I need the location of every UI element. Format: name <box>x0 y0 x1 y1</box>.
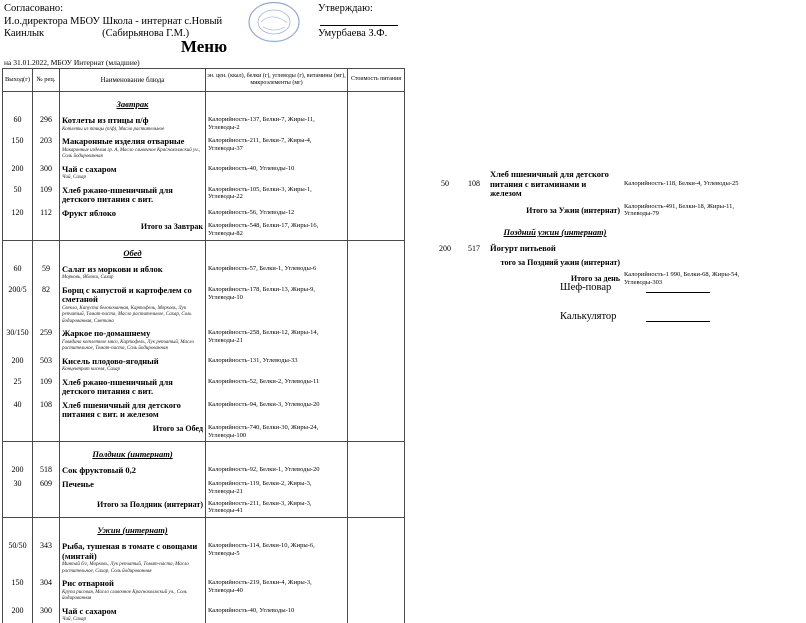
recipe-number-cell: 300 <box>33 163 60 184</box>
dish-name: Хлеб пшеничный для детского питания с вит. и железом <box>62 399 181 420</box>
meal-section-label: Полдник (интернат) <box>92 449 173 460</box>
portion-cell <box>3 518 33 540</box>
calculator-signature-row <box>560 309 710 322</box>
meal-section-label: Завтрак <box>116 99 149 109</box>
cost-cell <box>348 376 405 399</box>
portion-cell <box>3 422 33 442</box>
ingredients-note: Чай, Сахар <box>62 175 86 181</box>
recipe-number-cell <box>460 277 488 281</box>
portion-cell: 200 <box>3 464 33 478</box>
dish-name-cell <box>488 242 622 256</box>
dish-name: Кисель плодово-ягодный <box>62 355 159 366</box>
ingredients-note: Макаронные изделия гр. А, Масло сливочное Краснохолмский уч., Соль йодированная <box>62 147 201 160</box>
recipe-number-cell <box>33 220 60 240</box>
menu-table-body <box>2 92 405 623</box>
portion-cell: 200 <box>439 243 451 253</box>
nutrition-cell: Калорийность-52, Белки-2, Углеводы-11 <box>206 376 348 399</box>
nutrition-cell: Калорийность-548, Белки-17, Жиры-16, Углеводы-82 <box>206 220 348 240</box>
dish-name: Хлеб ржано-пшеничный для детского питания с вит. <box>62 184 173 205</box>
dish-name: Рыба, тушеная в томате с овощами (минтай) <box>62 541 198 561</box>
nutrition-cell: Калорийность-178, Белки-13, Жиры-9, Углеводы-10 <box>206 284 348 328</box>
recipe-number-cell <box>460 229 488 233</box>
dish-name-cell <box>60 355 206 376</box>
portion-cell <box>3 241 33 263</box>
meal-section-label: Ужин (интернат) <box>97 525 168 536</box>
dish-name-cell <box>488 168 622 201</box>
ingredients-note: Свекла, Капуста белокочанная, Картофель, Морковь, Лук репчатый, Томат-паста, Масло растительное, Сахар, Соль йодированная, Сметана <box>62 305 192 324</box>
portion-cell: 40 <box>3 399 33 422</box>
nutrition-cell <box>622 260 762 264</box>
meal-section-row <box>2 241 405 263</box>
portion-cell <box>3 220 33 240</box>
cost-cell <box>348 163 405 184</box>
recipe-number-cell: 304 <box>33 577 60 605</box>
dish-name-cell <box>60 540 206 577</box>
recipe-number-cell: 609 <box>33 478 60 498</box>
total-row <box>430 256 770 269</box>
table-header-row <box>2 68 405 92</box>
recipe-number-cell: 112 <box>33 207 60 221</box>
cost-cell <box>348 114 405 135</box>
calculator-signature-line <box>646 309 710 322</box>
total-row <box>430 201 770 221</box>
total-label: Итого за Обед <box>60 422 206 442</box>
cost-cell <box>348 241 405 263</box>
nutrition-cell: Калорийность-118, Белки-4, Углеводы-25 <box>624 180 739 188</box>
dish-name: Макаронные изделия отварные <box>62 136 185 147</box>
signatures-block <box>560 280 710 338</box>
dish-name: Жаркое по-домашнему <box>62 328 151 339</box>
nutrition-cell: Калорийность-131, Углеводы-33 <box>206 355 348 376</box>
nutrition-cell: Калорийность-137, Белки-7, Жиры-11, Углеводы-2 <box>206 114 348 135</box>
calculator-label: Калькулятор <box>560 311 617 322</box>
nutrition-cell: Калорийность-211, Белки-3, Жиры-3, Углеводы-41 <box>206 498 348 518</box>
agreement-title: Согласовано: <box>4 3 64 14</box>
col-header-dish: Наименование блюда <box>60 69 206 91</box>
cost-cell <box>348 464 405 478</box>
dish-name: Чай с сахаром <box>62 605 117 616</box>
menu-item-row <box>2 184 405 207</box>
agreement-signer: (Сабирьянова Г.М.) <box>102 28 190 40</box>
total-label: Итого за Полдник (интернат) <box>60 498 206 518</box>
dish-name-cell <box>60 605 206 623</box>
recipe-number-cell <box>460 208 488 212</box>
dish-name: Рис отварной <box>62 578 114 589</box>
dish-name-cell <box>488 220 622 242</box>
dish-name: Хлеб пшеничный для детского питания с витаминами и железом <box>490 169 609 199</box>
menu-table-continuation-body <box>430 168 770 288</box>
menu-item-row <box>430 242 770 256</box>
menu-item-row <box>2 263 405 284</box>
dish-name-cell <box>60 399 206 422</box>
dish-name-cell <box>60 92 206 114</box>
cost-cell <box>348 478 405 498</box>
dish-name-cell <box>60 114 206 135</box>
ingredients-note: Концентрат киселя, Сахар <box>62 367 121 373</box>
nutrition-cell: Калорийность-740, Белки-30, Жиры-24, Углеводы-100 <box>206 422 348 442</box>
portion-cell: 50/50 <box>3 540 33 577</box>
portion-cell: 60 <box>3 263 33 284</box>
menu-item-row <box>2 207 405 221</box>
nutrition-cell: Калорийность-105, Белки-3, Жиры-1, Углеводы-22 <box>206 184 348 207</box>
total-row <box>2 498 405 519</box>
nutrition-cell: Калорийность-40, Углеводы-10 <box>206 605 348 623</box>
dish-name-cell <box>60 442 206 464</box>
agreement-line: И.о.директора МБОУ Школа - интернат с.Новый <box>4 15 223 27</box>
col-header-cost: Стоимость питания <box>348 69 405 91</box>
nutrition-cell <box>206 92 348 114</box>
cost-cell <box>348 263 405 284</box>
cost-cell <box>348 442 405 464</box>
portion-cell: 30/150 <box>3 327 33 355</box>
recipe-number-cell: 59 <box>33 263 60 284</box>
nutrition-cell: Калорийность-56, Углеводы-12 <box>206 207 348 221</box>
menu-table-continuation <box>430 168 770 288</box>
menu-item-row <box>2 399 405 422</box>
meal-section-row <box>2 92 405 114</box>
dish-name-cell <box>60 184 206 207</box>
portion-cell: 200/5 <box>3 284 33 328</box>
cost-cell <box>348 327 405 355</box>
ingredients-note: Говядина котлетное мясо, Картофель, Лук репчатый, Масло растительное, Томат-паста, Соль йодированная <box>62 339 194 352</box>
col-header-portion: Выход(г) <box>3 69 33 91</box>
portion-cell: 200 <box>3 605 33 623</box>
portion-cell: 50 <box>441 178 449 188</box>
page-title: Меню <box>180 37 228 56</box>
dish-name: Хлеб ржано-пшеничный для детского питания с вит. <box>62 376 173 397</box>
cost-cell <box>348 605 405 623</box>
ingredients-note: Крупа рисовая, Масло сливочное Краснохолмский уч., Соль йодированная <box>62 589 187 602</box>
portion-cell: 60 <box>3 114 33 135</box>
nutrition-cell <box>206 241 348 263</box>
nutrition-cell: Калорийность-491, Белки-18, Жиры-11, Углеводы-79 <box>624 202 735 218</box>
portion-cell <box>430 260 460 264</box>
dish-name-cell <box>60 327 206 355</box>
menu-item-row <box>2 114 405 135</box>
portion-cell <box>3 442 33 464</box>
chef-signature-row <box>560 280 710 293</box>
nutrition-cell: Калорийность-258, Белки-12, Жиры-14, Углеводы-21 <box>206 327 348 355</box>
meal-section-row <box>2 518 405 540</box>
recipe-number-cell <box>460 260 488 264</box>
dish-name: Йогурт питьевой <box>490 243 556 254</box>
menu-item-row <box>2 284 405 328</box>
cost-cell <box>348 355 405 376</box>
cost-cell <box>348 92 405 114</box>
recipe-number-cell <box>33 442 60 464</box>
nutrition-cell: Калорийность-57, Белки-1, Углеводы-6 <box>206 263 348 284</box>
meal-section-row <box>2 442 405 464</box>
nutrition-cell: Калорийность-119, Белки-2, Жиры-3, Углеводы-21 <box>206 478 348 498</box>
meal-section-row <box>430 220 770 242</box>
cost-cell <box>348 518 405 540</box>
portion-cell: 50 <box>3 184 33 207</box>
meal-section-label: Обед <box>123 247 142 258</box>
dish-name-cell <box>60 241 206 263</box>
dish-name-cell <box>60 376 206 399</box>
dish-name: Фрукт яблоко <box>62 207 117 218</box>
dish-name-cell <box>60 284 206 328</box>
dish-name-cell <box>60 135 206 163</box>
total-label: Итого за день <box>570 274 620 284</box>
dish-name: Сок фруктовый 0,2 <box>62 465 137 476</box>
menu-item-row <box>2 327 405 355</box>
recipe-number-cell: 296 <box>33 114 60 135</box>
recipe-number-cell <box>33 518 60 540</box>
menu-item-row <box>2 478 405 498</box>
menu-item-row <box>2 464 405 478</box>
dish-name-cell <box>60 464 206 478</box>
menu-table <box>2 68 405 623</box>
recipe-number-cell: 203 <box>33 135 60 163</box>
dish-name: Салат из моркови и яблок <box>62 263 163 274</box>
recipe-number-cell: 109 <box>33 376 60 399</box>
cost-cell <box>348 184 405 207</box>
cost-cell <box>348 399 405 422</box>
nutrition-cell: Калорийность-211, Белки-7, Жиры-4, Углеводы-37 <box>206 135 348 163</box>
nutrition-cell <box>206 442 348 464</box>
dish-name-cell <box>60 577 206 605</box>
approver-signature-line <box>320 16 398 26</box>
dish-name-cell <box>60 163 206 184</box>
recipe-number-cell: 109 <box>33 184 60 207</box>
dish-name: Чай с сахаром <box>62 163 117 174</box>
nutrition-cell <box>206 518 348 540</box>
nutrition-cell: Калорийность-219, Белки-4, Жиры-3, Углеводы-40 <box>206 577 348 605</box>
portion-cell: 200 <box>3 355 33 376</box>
total-label: того за Поздний ужин (интернат) <box>500 257 620 267</box>
nutrition-cell: Калорийность-92, Белки-1, Углеводы-20 <box>206 464 348 478</box>
meal-section-label: Поздний ужин (интернат) <box>503 227 607 238</box>
dish-name-cell <box>60 207 206 221</box>
menu-item-row <box>2 540 405 577</box>
menu-item-row <box>2 135 405 163</box>
portion-cell: 200 <box>3 163 33 184</box>
portion-cell <box>3 92 33 114</box>
cost-cell <box>348 284 405 328</box>
total-label: Итого за Завтрак <box>60 220 206 240</box>
dish-name-cell <box>60 518 206 540</box>
menu-item-row <box>2 577 405 605</box>
menu-item-row <box>430 168 770 201</box>
approval-block <box>318 3 448 40</box>
portion-cell <box>430 277 460 281</box>
recipe-number-cell <box>33 92 60 114</box>
total-label: Итого за Ужин (интернат) <box>526 205 620 215</box>
portion-cell <box>430 229 460 233</box>
nutrition-cell: Калорийность-114, Белки-10, Жиры-6, Углеводы-5 <box>206 540 348 577</box>
col-header-recipe: № рец. <box>33 69 60 91</box>
ingredients-note: Морковь, Яблоки, Сахар <box>62 275 114 281</box>
ingredients-note: Котлеты из птицы (п/ф), Масло растительное <box>62 126 165 132</box>
recipe-number-cell: 108 <box>468 178 480 188</box>
portion-cell: 150 <box>3 135 33 163</box>
nutrition-cell: Калорийность-94, Белки-3, Углеводы-20 <box>206 399 348 422</box>
recipe-number-cell: 108 <box>33 399 60 422</box>
portion-cell <box>430 208 460 212</box>
approver-name: Умурбаева З.Ф. <box>318 27 388 39</box>
cost-cell <box>348 207 405 221</box>
col-header-nutrition: эн. цен. (ккал), белки (г), углеводы (г), витамины (мг), микроэлементы (мг) <box>206 69 348 91</box>
menu-item-row <box>2 355 405 376</box>
portion-cell: 120 <box>3 207 33 221</box>
recipe-number-cell: 300 <box>33 605 60 623</box>
recipe-number-cell <box>33 498 60 518</box>
menu-item-row <box>2 163 405 184</box>
cost-cell <box>348 577 405 605</box>
page-subtitle: на 31.01.2022, МБОУ Интернат (младшие) <box>4 58 140 67</box>
total-row <box>2 422 405 443</box>
chef-label: Шеф-повар <box>560 282 612 293</box>
recipe-number-cell <box>33 241 60 263</box>
dish-name: Печенье <box>62 478 94 489</box>
nutrition-cell <box>622 229 762 233</box>
dish-name-cell <box>60 478 206 498</box>
nutrition-cell <box>622 247 762 251</box>
cost-cell <box>348 540 405 577</box>
approval-label: Утверждаю: <box>318 3 373 14</box>
recipe-number-cell: 517 <box>468 243 480 253</box>
recipe-number-cell: 82 <box>33 284 60 328</box>
portion-cell: 150 <box>3 577 33 605</box>
recipe-number-cell: 518 <box>33 464 60 478</box>
dish-name: Борщ с капустой и картофелем со сметаной <box>62 284 192 305</box>
ingredients-note: Минтай б/г, Морковь, Лук репчатый, Томат-паста, Масло растительное, Сахар, Соль йодированная <box>62 562 189 574</box>
portion-cell <box>3 498 33 518</box>
cost-cell <box>348 220 405 240</box>
agreement-line-part: Каинлык <box>4 28 45 40</box>
dish-name: Котлеты из птицы п/ф <box>62 115 149 125</box>
chef-signature-line <box>646 280 710 293</box>
portion-cell: 30 <box>3 478 33 498</box>
recipe-number-cell <box>33 422 60 442</box>
menu-item-row <box>2 376 405 399</box>
cost-cell <box>348 498 405 518</box>
dish-name-cell <box>60 263 206 284</box>
cost-cell <box>348 135 405 163</box>
menu-item-row <box>2 605 405 623</box>
nutrition-cell: Калорийность-40, Углеводы-10 <box>206 163 348 184</box>
recipe-number-cell: 343 <box>33 540 60 577</box>
recipe-number-cell: 503 <box>33 355 60 376</box>
cost-cell <box>348 422 405 442</box>
nutrition-cell: Калорийность-1 990, Белки-68, Жиры-54, Углеводы-303 <box>624 270 740 286</box>
total-row <box>2 220 405 241</box>
ingredients-note: Чай, Сахар <box>62 617 86 623</box>
recipe-number-cell: 259 <box>33 327 60 355</box>
portion-cell: 25 <box>3 376 33 399</box>
